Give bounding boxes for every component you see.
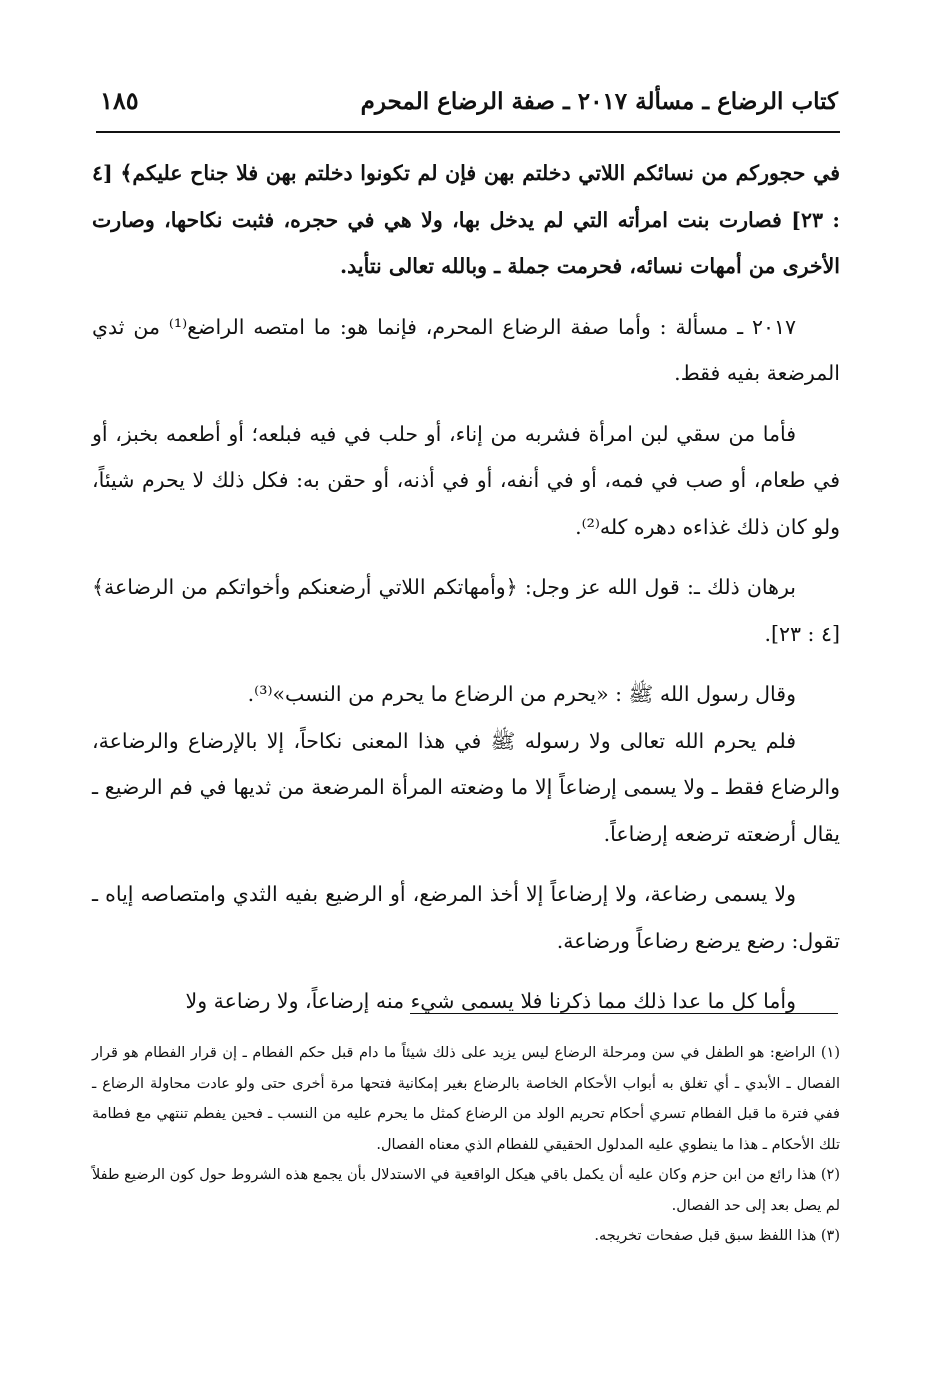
- paragraph-proof-quran: برهان ذلك ـ: قول الله عز وجل: ﴿وأمهاتكم اللاتي أرضعنكم وأخواتكم من الرضاعة﴾ [٤ : ٢٣].: [92, 575, 840, 646]
- header-divider: [96, 131, 840, 133]
- paragraph-continuation: في حجوركم من نسائكم اللاتي دخلتم بهن فإن لم تكونوا دخلتم بهن فلا جناح عليكم﴾ [٤ : ٢٣] فصارت بنت امرأته التي لم يدخل بها، ولا هي في حجره، فثبت نكاحها، وصارت الأخرى من أمهات نسائه، فحرمت جملة ـ وبالله تعالى نتأيد.: [92, 161, 840, 278]
- paragraph-exclusion: وأما كل ما عدا ذلك مما ذكرنا فلا يسمى شيء منه إرضاعاً، ولا رضاعة ولا: [185, 989, 796, 1013]
- paragraph-definition: ولا يسمى رضاعة، ولا إرضاعاً إلا أخذ المرضع، أو الرضيع بفيه الثدي وامتصاصه إياه ـ تقول: رضع يرضع رضاعاً ورضاعة.: [92, 882, 840, 953]
- footnote-1: (١) الراضع: هو الطفل في سن ومرحلة الرضاع ليس يزيد على ذلك شيئاً ما دام قبل حكم الفطام ـ إن قرار الفطام هو قرار الفصال ـ الأبدي ـ أي تغلق به أبواب الأحكام الخاصة بالرضاع بغير إمكانية فتحها مرة أخرى حتى ولو عادت محاولة الرضاع ـ ففي فترة ما قبل الفطام تسري أحكام تحريم الولد من الرضاع كمثل ما يحرم عليه من النسب ـ فحين يفطم تنتهي مع فطامة تلك الأحكام ـ هذا ما ينطوي عليه المدلول الحقيقي للفطام الذي معناه الفصال.: [92, 1045, 840, 1153]
- paragraph-meaning: فلم يحرم الله تعالى ولا رسوله ﷺ في هذا المعنى نكاحاً، إلا بالإرضاع والرضاعة، والرضاع فقط ـ ولا يسمى إرضاعاً إلا ما وضعته المرأة المرضعة من ثديها في فم الرضيع ـ يقال أرضعته ترضعه إرضاعاً.: [92, 728, 840, 846]
- paragraph-non-suckling: فأما من سقي لبن امرأة فشربه من إناء، أو حلب في فيه فبلعه؛ أو أطعمه بخبز، أو في طعام، أو صب في فمه، أو في أنفه، أو في أذنه، أو حقن به: فكل ذلك لا يحرم شيئاً، ولو كان ذلك غذاءه دهره كله⁽²⁾.: [92, 421, 840, 539]
- footnotes: [92, 1038, 840, 1252]
- running-header-title: كتاب الرضاع ـ مسألة ٢٠١٧ ـ صفة الرضاع المحرم: [360, 88, 838, 115]
- footnote-3: (٣) هذا اللفظ سبق قبل صفحات تخريجه.: [594, 1228, 840, 1244]
- footnote-divider: [410, 1013, 838, 1014]
- footnote-2: (٢) هذا رائع من ابن حزم وكان عليه أن يكمل باقي هيكل الواقعية في الاستدلال بأن يجمع هذه الشروط حول كون الرضيع طفلاً لم يصل بعد إلى حد الفصال.: [92, 1167, 840, 1214]
- paragraph-hadith: وقال رسول الله ﷺ : «يحرم من الرضاع ما يحرم من النسب»⁽³⁾.: [247, 682, 796, 706]
- paragraph-issue-2017: ٢٠١٧ ـ مسألة : وأما صفة الرضاع المحرم، فإنما هو: ما امتصه الراضع⁽¹⁾ من ثدي المرضعة بفيه فقط.: [92, 314, 840, 385]
- main-text: [92, 150, 840, 1025]
- page-number: ١٨٥: [100, 86, 139, 115]
